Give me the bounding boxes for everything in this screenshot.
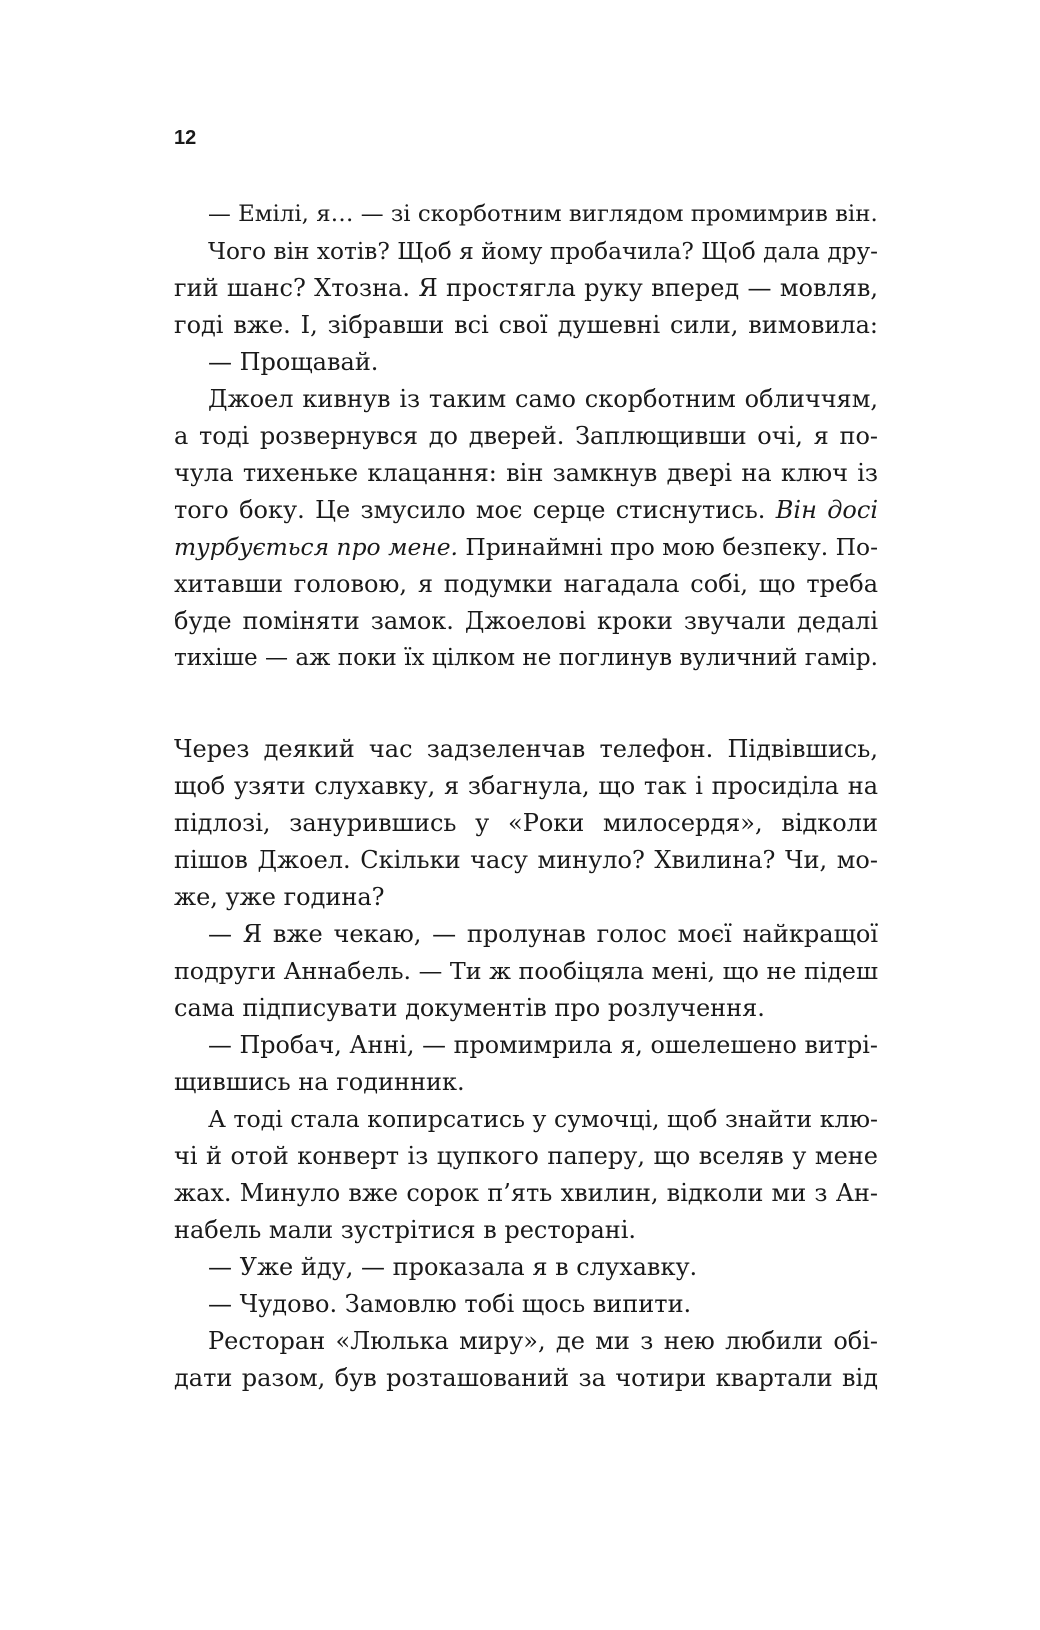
text-segment: буде поміняти замок. Джоелові кроки звучали дедалі bbox=[174, 607, 878, 635]
text-segment: чула тихеньке клацання: він замкнув двері на ключ із bbox=[174, 459, 878, 487]
italic-text: турбується про мене. bbox=[174, 533, 458, 561]
text-segment: — Пробач, Анні, — промимрила я, ошелешено витрі- bbox=[208, 1031, 878, 1059]
text-line bbox=[174, 344, 878, 381]
text-segment: Джоел кивнув із таким само скорботним обличчям, bbox=[208, 385, 878, 413]
text-line bbox=[174, 418, 878, 455]
text-line bbox=[174, 640, 878, 677]
text-segment: набель мали зустрітися в ресторані. bbox=[174, 1216, 637, 1244]
text-line bbox=[174, 990, 878, 1027]
text-segment: пішов Джоел. Скільки часу минуло? Хвилина? Чи, мо- bbox=[174, 846, 878, 874]
text-segment: Ресторан «Люлька миру», де ми з нею любили обі- bbox=[208, 1327, 878, 1355]
text-line bbox=[174, 307, 878, 344]
text-segment: того боку. Це змусило моє серце стиснутись. bbox=[174, 496, 776, 524]
text-block bbox=[174, 731, 878, 1397]
text-line bbox=[174, 233, 878, 270]
text-segment: подруги Аннабель. — Ти ж пообіцяла мені, що не підеш bbox=[174, 957, 878, 985]
text-line bbox=[174, 1360, 878, 1397]
text-segment: дати разом, був розташований за чотири квартали від bbox=[174, 1364, 878, 1392]
text-line bbox=[174, 953, 878, 990]
text-segment: підлозі, занурившись у «Роки милосердя», відколи bbox=[174, 809, 878, 837]
text-segment: годі вже. І, зібравши всі свої душевні сили, вимовила: bbox=[174, 311, 878, 339]
text-line bbox=[174, 1175, 878, 1212]
text-line bbox=[174, 1138, 878, 1175]
text-segment: — Емілі, я… — зі скорботним виглядом промимрив він. bbox=[208, 201, 878, 227]
text-line bbox=[174, 529, 878, 566]
text-segment: — Я вже чекаю, — пролунав голос моєї найкращої bbox=[208, 920, 878, 948]
text-line bbox=[174, 1286, 878, 1323]
text-line bbox=[174, 1212, 878, 1249]
text-segment: Чого він хотів? Щоб я йому пробачила? Щоб дала дру- bbox=[208, 238, 878, 265]
text-line bbox=[174, 916, 878, 953]
text-line bbox=[174, 1027, 878, 1064]
text-segment: тихіше — аж поки їх цілком не поглинув вуличний гамір. bbox=[174, 645, 878, 671]
text-segment: Принаймні про мою безпеку. По- bbox=[457, 533, 878, 561]
text-segment: а тоді розвернувся до дверей. Заплющивши очі, я по- bbox=[174, 422, 878, 450]
text-segment: гий шанс? Хтозна. Я простягла руку вперед — мовляв, bbox=[174, 274, 878, 302]
text-line bbox=[174, 768, 878, 805]
text-line bbox=[174, 1064, 878, 1101]
text-line bbox=[174, 270, 878, 307]
text-segment: щоб узяти слухавку, я збагнула, що так і просиділа на bbox=[174, 772, 878, 800]
text-line bbox=[174, 381, 878, 418]
italic-text: Він досі bbox=[775, 496, 878, 524]
text-segment: сама підписувати документів про розлучення. bbox=[174, 994, 765, 1022]
text-line bbox=[174, 603, 878, 640]
text-segment: жах. Минуло вже сорок п’ять хвилин, відколи ми з Ан- bbox=[174, 1179, 878, 1207]
text-line bbox=[174, 1101, 878, 1138]
text-segment: — Чудово. Замовлю тобі щось випити. bbox=[208, 1290, 692, 1318]
text-line bbox=[174, 879, 878, 916]
text-segment: А тоді стала копирсатись у сумочці, щоб знайти клю- bbox=[208, 1105, 878, 1133]
text-line bbox=[174, 492, 878, 529]
text-segment: хитавши головою, я подумки нагадала собі, що треба bbox=[174, 570, 878, 598]
text-segment: — Прощавай. bbox=[208, 348, 379, 376]
text-segment: — Уже йду, — проказала я в слухавку. bbox=[208, 1253, 698, 1281]
text-line bbox=[174, 455, 878, 492]
text-segment: же, уже година? bbox=[174, 883, 385, 911]
text-line bbox=[174, 1323, 878, 1360]
text-segment: щившись на годинник. bbox=[174, 1068, 465, 1096]
text-segment: Через деякий час задзеленчав телефон. Підвівшись, bbox=[174, 735, 878, 763]
text-segment: чі й отой конверт із цупкого паперу, що вселяв у мене bbox=[174, 1142, 878, 1170]
text-line bbox=[174, 842, 878, 879]
text-line bbox=[174, 1249, 878, 1286]
text-line bbox=[174, 196, 878, 233]
page-number: 12 bbox=[174, 127, 197, 149]
text-line bbox=[174, 731, 878, 768]
text-block bbox=[174, 196, 878, 677]
text-line bbox=[174, 805, 878, 842]
text-line bbox=[174, 566, 878, 603]
